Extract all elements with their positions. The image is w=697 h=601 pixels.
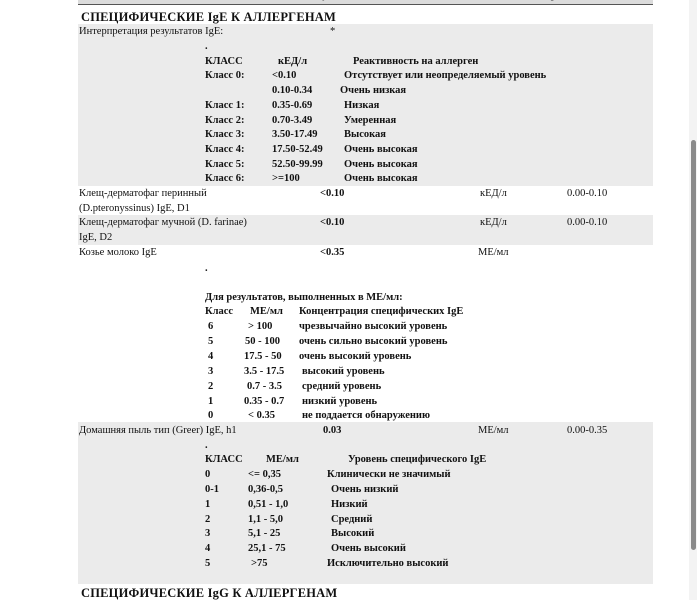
h1-row-level: Очень низкий	[331, 484, 399, 495]
h1-row-range: 0,36-0,5	[248, 484, 283, 495]
col-result-header	[308, 0, 352, 1]
h1-row-class: 2	[205, 514, 211, 525]
me-row-range: > 100	[248, 321, 273, 332]
me-row-level: низкий уровень	[302, 396, 378, 407]
h1-header-class: КЛАСС	[205, 454, 243, 465]
interp-row-range: >=100	[272, 173, 300, 184]
interp-row-class: Класс 4:	[205, 144, 245, 155]
h1-table-dot: .	[205, 440, 208, 451]
me-header-unit: МЕ/мл	[250, 306, 283, 317]
h1-row-class: 0-1	[205, 484, 219, 495]
h1-row-class: 5	[205, 558, 211, 569]
interpretation-star: *	[330, 26, 336, 37]
interp-row-reactivity: Отсутствует или неопределяемый уровень	[344, 70, 547, 81]
me-header-class: Класс	[205, 306, 234, 317]
test-result-d1: <0.10	[320, 188, 345, 199]
test-norm-d2: 0.00-0.10	[567, 217, 608, 228]
h1-row-class: 0	[205, 469, 211, 480]
me-row-range: 0.7 - 3.5	[247, 381, 282, 392]
interp-row-range: 0.35-0.69	[272, 100, 313, 111]
me-row-range: < 0.35	[248, 410, 275, 421]
h1-row-range: 0,51 - 1,0	[248, 499, 289, 510]
me-row-range: 17.5 - 50	[244, 351, 282, 362]
interp-header-class: КЛАСС	[205, 56, 243, 67]
test-norm-d1: 0.00-0.10	[567, 188, 608, 199]
me-row-class: 2	[208, 381, 214, 392]
h1-row-class: 1	[205, 499, 211, 510]
table-header	[78, 0, 653, 5]
interp-row-range: <0.10	[272, 70, 297, 81]
interp-row-reactivity: Умеренная	[344, 115, 397, 126]
me-table-title: Для результатов, выполненных в МЕ/мл:	[205, 292, 403, 303]
me-row-level: очень высокий уровень	[299, 351, 412, 362]
col-name-header	[100, 0, 231, 1]
test-name-d1: Клещ-дерматофаг перинный	[79, 188, 207, 199]
section-title-igg: СПЕЦИФИЧЕСКИЕ IgG К АЛЛЕРГЕНАМ	[81, 586, 338, 600]
scrollbar[interactable]	[689, 0, 697, 600]
interp-row-range: 0.10-0.34	[272, 85, 313, 96]
interp-row-class: Класс 3:	[205, 129, 245, 140]
test-norm-h1: 0.00-0.35	[567, 425, 608, 436]
me-row-range: 3.5 - 17.5	[244, 366, 285, 377]
interp-row-class: Класс 2:	[205, 115, 245, 126]
h1-row-level: Низкий	[331, 499, 368, 510]
h1-row-level: Высокий	[331, 528, 375, 539]
interp-row-reactivity: Очень высокая	[344, 173, 418, 184]
test-name-goat-milk: Козье молоко IgE	[79, 247, 157, 258]
me-row-class: 3	[208, 366, 214, 377]
test-unit-h1: МЕ/мл	[478, 425, 509, 436]
h1-row-range: <= 0,35	[248, 469, 281, 480]
me-row-class: 0	[208, 410, 214, 421]
me-row-level: высокий уровень	[302, 366, 385, 377]
me-header-concentration: Концентрация специфических IgE	[299, 306, 464, 317]
test-name-h1: Домашняя пыль тип (Greer) IgE, h1	[79, 425, 237, 436]
h1-row-level: Исключительно высокий	[327, 558, 449, 569]
me-row-class: 1	[208, 396, 214, 407]
interp-row-range: 17.50-52.49	[272, 144, 323, 155]
me-table-dot: .	[205, 263, 208, 274]
me-row-level: чрезвычайно высокий уровень	[299, 321, 448, 332]
interp-row-class: Класс 1:	[205, 100, 245, 111]
me-row-class: 5	[208, 336, 214, 347]
test-name-d1-cont: (D.pteronyssinus) IgE, D1	[79, 203, 190, 214]
interp-row-reactivity: Очень высокая	[344, 144, 418, 155]
test-result-goat-milk: <0.35	[320, 247, 345, 258]
interp-row-range: 0.70-3.49	[272, 115, 313, 126]
col-norm-header	[538, 0, 641, 1]
test-name-d2: Клещ-дерматофаг мучной (D. farinae)	[79, 217, 247, 228]
interp-row-reactivity: Очень высокая	[344, 159, 418, 170]
scrollbar-thumb[interactable]	[691, 140, 696, 550]
interp-row-class: Класс 5:	[205, 159, 245, 170]
interp-row-class: Класс 6:	[205, 173, 245, 184]
interp-row-range: 52.50-99.99	[272, 159, 323, 170]
me-row-range: 0.35 - 0.7	[244, 396, 285, 407]
h1-row-range: 1,1 - 5,0	[248, 514, 283, 525]
h1-row-level: Клинически не значимый	[327, 469, 451, 480]
col-unit-header	[473, 0, 509, 1]
interp-header-unit: кЕД/л	[278, 56, 308, 67]
interp-row-reactivity: Очень низкая	[340, 85, 407, 96]
interp-row-class: Класс 0:	[205, 70, 245, 81]
me-row-class: 4	[208, 351, 214, 362]
h1-row-range: 25,1 - 75	[248, 543, 286, 554]
interpretation-label: Интерпретация результатов IgE:	[79, 26, 224, 37]
interp-row-range: 3.50-17.49	[272, 129, 318, 140]
me-row-class: 6	[208, 321, 214, 332]
h1-row-class: 4	[205, 543, 211, 554]
me-row-level: очень сильно высокий уровень	[299, 336, 448, 347]
test-result-h1: 0.03	[323, 425, 342, 436]
me-row-level: не поддается обнаружению	[302, 410, 430, 421]
test-unit-d1: кЕД/л	[480, 188, 507, 199]
test-unit-d2: кЕД/л	[480, 217, 507, 228]
test-unit-goat-milk: МЕ/мл	[478, 247, 509, 258]
h1-header-unit: МЕ/мл	[266, 454, 299, 465]
h1-row-level: Средний	[331, 514, 373, 525]
test-result-d2: <0.10	[320, 217, 345, 228]
h1-row-level: Очень высокий	[331, 543, 406, 554]
interp-row-reactivity: Высокая	[344, 129, 386, 140]
interpretation-dot: .	[205, 41, 208, 52]
h1-row-range: 5,1 - 25	[248, 528, 281, 539]
h1-row-class: 3	[205, 528, 211, 539]
test-name-d2-cont: IgE, D2	[79, 232, 113, 243]
interp-row-reactivity: Низкая	[344, 100, 380, 111]
section-title-ige: СПЕЦИФИЧЕСКИЕ IgE К АЛЛЕРГЕНАМ	[81, 10, 337, 24]
me-row-level: средний уровень	[302, 381, 382, 392]
h1-header-level: Уровень специфического IgE	[348, 454, 487, 465]
me-row-range: 50 - 100	[245, 336, 280, 347]
h1-row-range: >75	[251, 558, 268, 569]
interp-header-reactivity: Реактивность на аллерген	[353, 56, 479, 67]
